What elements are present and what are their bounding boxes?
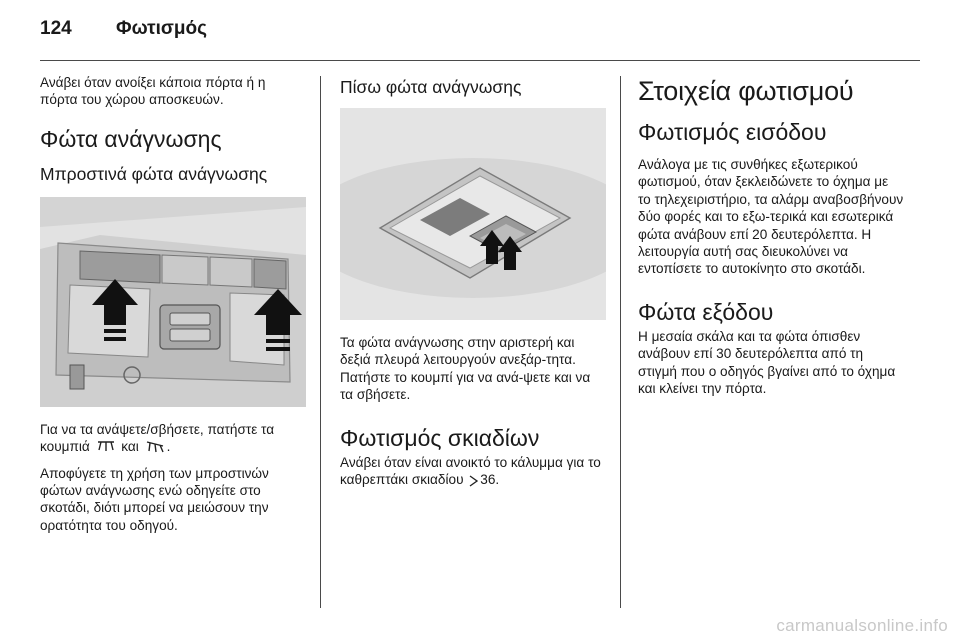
heading-entry-lighting: Φωτισμός εισόδου (638, 119, 827, 145)
reading-light-right-icon (145, 440, 165, 458)
heading-reading-lights: Φώτα ανάγνωσης (40, 125, 222, 152)
column-1 (40, 74, 306, 534)
sunvisor-description: Ανάβει όταν είναι ανοικτό το κάλυμμα για το καθρεπτάκι σκιαδίου 36. (340, 454, 606, 492)
switch-instruction: Για να τα ανάψετε/σβήσετε, πατήστε τα κουμπιά και . (40, 421, 306, 459)
interior-light-intro: Ανάβει όταν ανοίξει κάποια πόρτα ή η πόρτα του χώρου αποσκευών. (40, 75, 266, 108)
heading-exit-lighting: Φώτα εξόδου (638, 298, 774, 325)
front-reading-lights-illustration (40, 197, 306, 407)
section-title: Φωτισμός (116, 18, 207, 39)
column-3 (638, 74, 904, 397)
column-divider-1 (320, 76, 321, 608)
front-lights-warning: Αποφύγετε τη χρήση των μπροστινών φώτων ανάγνωσης ενώ οδηγείτε στο σκοτάδι, διότι μπορεί να μειώσουν την ορατότητα του οδηγού. (40, 465, 269, 533)
heading-lighting-features: Στοιχεία φωτισμού (638, 76, 854, 106)
reading-light-left-icon (96, 440, 116, 458)
heading-front-reading-lights: Μπροστινά φώτα ανάγνωσης (40, 163, 268, 184)
rear-lights-description: Τα φώτα ανάγνωσης στην αριστερή και δεξιά πλευρά λειτουργούν ανεξάρ-τητα. Πατήστε το κουμπί για να ανά-ψετε και να τα σβήσετε. (340, 335, 591, 403)
header-divider (40, 60, 920, 61)
page-reference-icon (469, 474, 478, 491)
exit-lighting-description: Η μεσαία σκάλα και τα φώτα όπισθεν ανάβουν επί 30 δευτερόλεπτα από τη στιγμή που ο οδηγός βγαίνει από το όχημα και κλείνει την πόρτα. (638, 328, 896, 397)
column-divider-2 (620, 76, 621, 608)
heading-sunvisor-lights: Φωτισμός σκιαδίων (340, 424, 540, 451)
entry-lighting-description: Ανάλογα με τις συνθήκες εξωτερικού φωτισμού, όταν ξεκλειδώνετε το όχημα με το τηλεχειριστήριο, τα αλάρμ αναβοσβήνουν δύο φορές και το εξω-τερικά και εσωτερικά φώτα ανάβουν επί 20 δευτερόλεπτα. Η λειτουργία αυτή σας διευκολύνει να εντοπίσετε το αυτοκίνητο στο σκοτάδι. (638, 157, 904, 277)
page-number: 124 (40, 18, 72, 39)
watermark: carmanualsonline.info (776, 616, 948, 635)
column-2 (340, 74, 606, 491)
heading-rear-reading-lights: Πίσω φώτα ανάγνωσης (340, 77, 522, 97)
rear-reading-lights-illustration (340, 108, 606, 320)
page-header (40, 18, 207, 48)
